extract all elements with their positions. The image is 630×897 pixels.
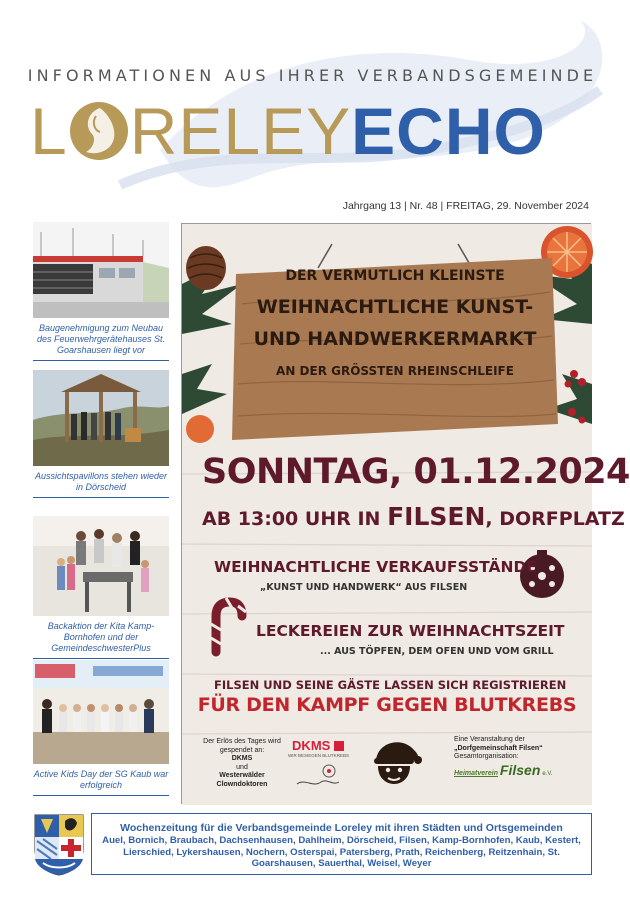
sign-line-4: AN DER GRÖSSTEN RHEINSCHLEIFE xyxy=(276,364,514,378)
teaser-fire-station[interactable] xyxy=(33,222,169,361)
stalls-title: WEIHNACHTLICHE VERKAUFSSTÄNDE xyxy=(214,558,537,576)
christmas-market-poster xyxy=(181,223,630,804)
proceeds-dkms: DKMS xyxy=(231,755,253,762)
divider xyxy=(33,360,169,361)
time-prefix: AB 13:00 UHR IN xyxy=(202,508,381,530)
campaign-line: FÜR DEN KAMPF GEGEN BLUTKREBS xyxy=(197,694,577,716)
proceeds-block xyxy=(198,738,286,789)
divider xyxy=(33,795,169,796)
sign-line-2: WEIHNACHTLICHE KUNST- xyxy=(256,296,534,318)
proceeds-intro: Der Erlös des Tages wird gespendet an: xyxy=(203,738,281,754)
stalls-subtitle: „KUNST UND HANDWERK“ AUS FILSEN xyxy=(260,582,468,593)
coat-of-arms-icon xyxy=(33,813,85,875)
event-date: SONNTAG, 01.12.2024 xyxy=(202,452,630,492)
dkms-arrow-icon xyxy=(334,741,344,751)
santa-face-icon xyxy=(366,736,424,796)
teaser-pavilion[interactable] xyxy=(33,370,169,498)
time-suffix: , DORFPLATZ xyxy=(485,508,625,530)
heimatverein-logo xyxy=(454,761,584,779)
register-line: FILSEN UND SEINE GÄSTE LASSEN SICH REGISTRIEREN xyxy=(214,678,567,692)
clown-doctors-logo-icon xyxy=(295,762,341,790)
footer-info-box xyxy=(91,813,592,875)
treats-subtitle: ... AUS TÖPFEN, DEM OFEN UND VOM GRILL xyxy=(320,646,554,657)
divider xyxy=(33,497,169,498)
treats-title: LECKEREIEN ZUR WEIHNACHTSZEIT xyxy=(256,622,565,640)
baking-photo-image xyxy=(33,516,169,616)
logo-letter-l: L xyxy=(30,94,68,168)
masthead xyxy=(0,0,625,215)
teaser-baking[interactable] xyxy=(33,516,169,659)
dkms-logo xyxy=(288,738,348,795)
teaser-caption: Aussichtspavillons stehen wieder in Dörscheid xyxy=(34,471,168,492)
proceeds-clowns: Westerwälder Clowndoktoren xyxy=(216,772,268,788)
footer-places: Auel, Bornich, Braubach, Dachsenhausen, Dahlheim, Dörscheid, Filsen, Kamp-Bornhofen, Kaub, Kestert, Lierschied, Lykershausen, Nochern, Osterspai, Patersberg, Prath, Reichenberg, Reitzenhain, St. Goarshausen, Sauerthal, Weisel, Weyer xyxy=(102,835,581,869)
proceeds-and: und xyxy=(236,763,248,771)
loreley-figure-icon xyxy=(70,102,128,160)
logo-word-echo: ECHO xyxy=(351,94,546,168)
kids-day-photo-image xyxy=(33,660,169,764)
fire-station-drawing-image xyxy=(33,222,169,318)
dkms-tagline: WIR BESIEGEN BLUTKREBS xyxy=(288,753,350,758)
organizer-name: „Dorfgemeinschaft Filsen“ xyxy=(454,744,543,752)
teaser-caption: Backaktion der Kita Kamp-Bornhofen und der GemeindeschwesterPlus xyxy=(47,621,155,653)
teaser-caption: Active Kids Day der SG Kaub war erfolgreich xyxy=(33,769,169,790)
issue-line: Jahrgang 13 | Nr. 48 | FREITAG, 29. November 2024 xyxy=(342,200,589,212)
time-place: FILSEN xyxy=(387,502,486,531)
loreley-echo-logo xyxy=(30,96,546,166)
organizer-total: Gesamtorganisation: xyxy=(454,753,519,760)
pavilion-photo-image xyxy=(33,370,169,466)
event-time-place xyxy=(202,502,625,531)
logo-word-reley: RELEY xyxy=(129,94,352,168)
dkms-logo-text: DKMS xyxy=(292,738,331,753)
heimatverein-suffix: e.V. xyxy=(542,770,553,777)
sign-line-3: UND HANDWERKERMARKT xyxy=(253,328,537,350)
organizer-intro: Eine Veranstaltung der xyxy=(454,736,525,743)
teaser-caption: Baugenehmigung zum Neubau des Feuerwehrgerätehauses St. Goarshausen liegt vor xyxy=(36,323,166,355)
divider xyxy=(33,658,169,659)
masthead-tagline: INFORMATIONEN AUS IHRER VERBANDSGEMEINDE xyxy=(27,66,598,85)
organizer-block xyxy=(454,736,584,778)
sign-line-1: DER VERMUTLICH KLEINSTE xyxy=(285,268,505,284)
footer xyxy=(33,813,592,875)
heimatverein-label: Heimatverein xyxy=(454,769,498,777)
heimatverein-place: Filsen xyxy=(499,761,541,778)
teaser-kids-day[interactable] xyxy=(33,660,169,796)
footer-heading: Wochenzeitung für die Verbandsgemeinde Loreley mit ihren Städten und Ortsgemeinden xyxy=(120,822,563,834)
